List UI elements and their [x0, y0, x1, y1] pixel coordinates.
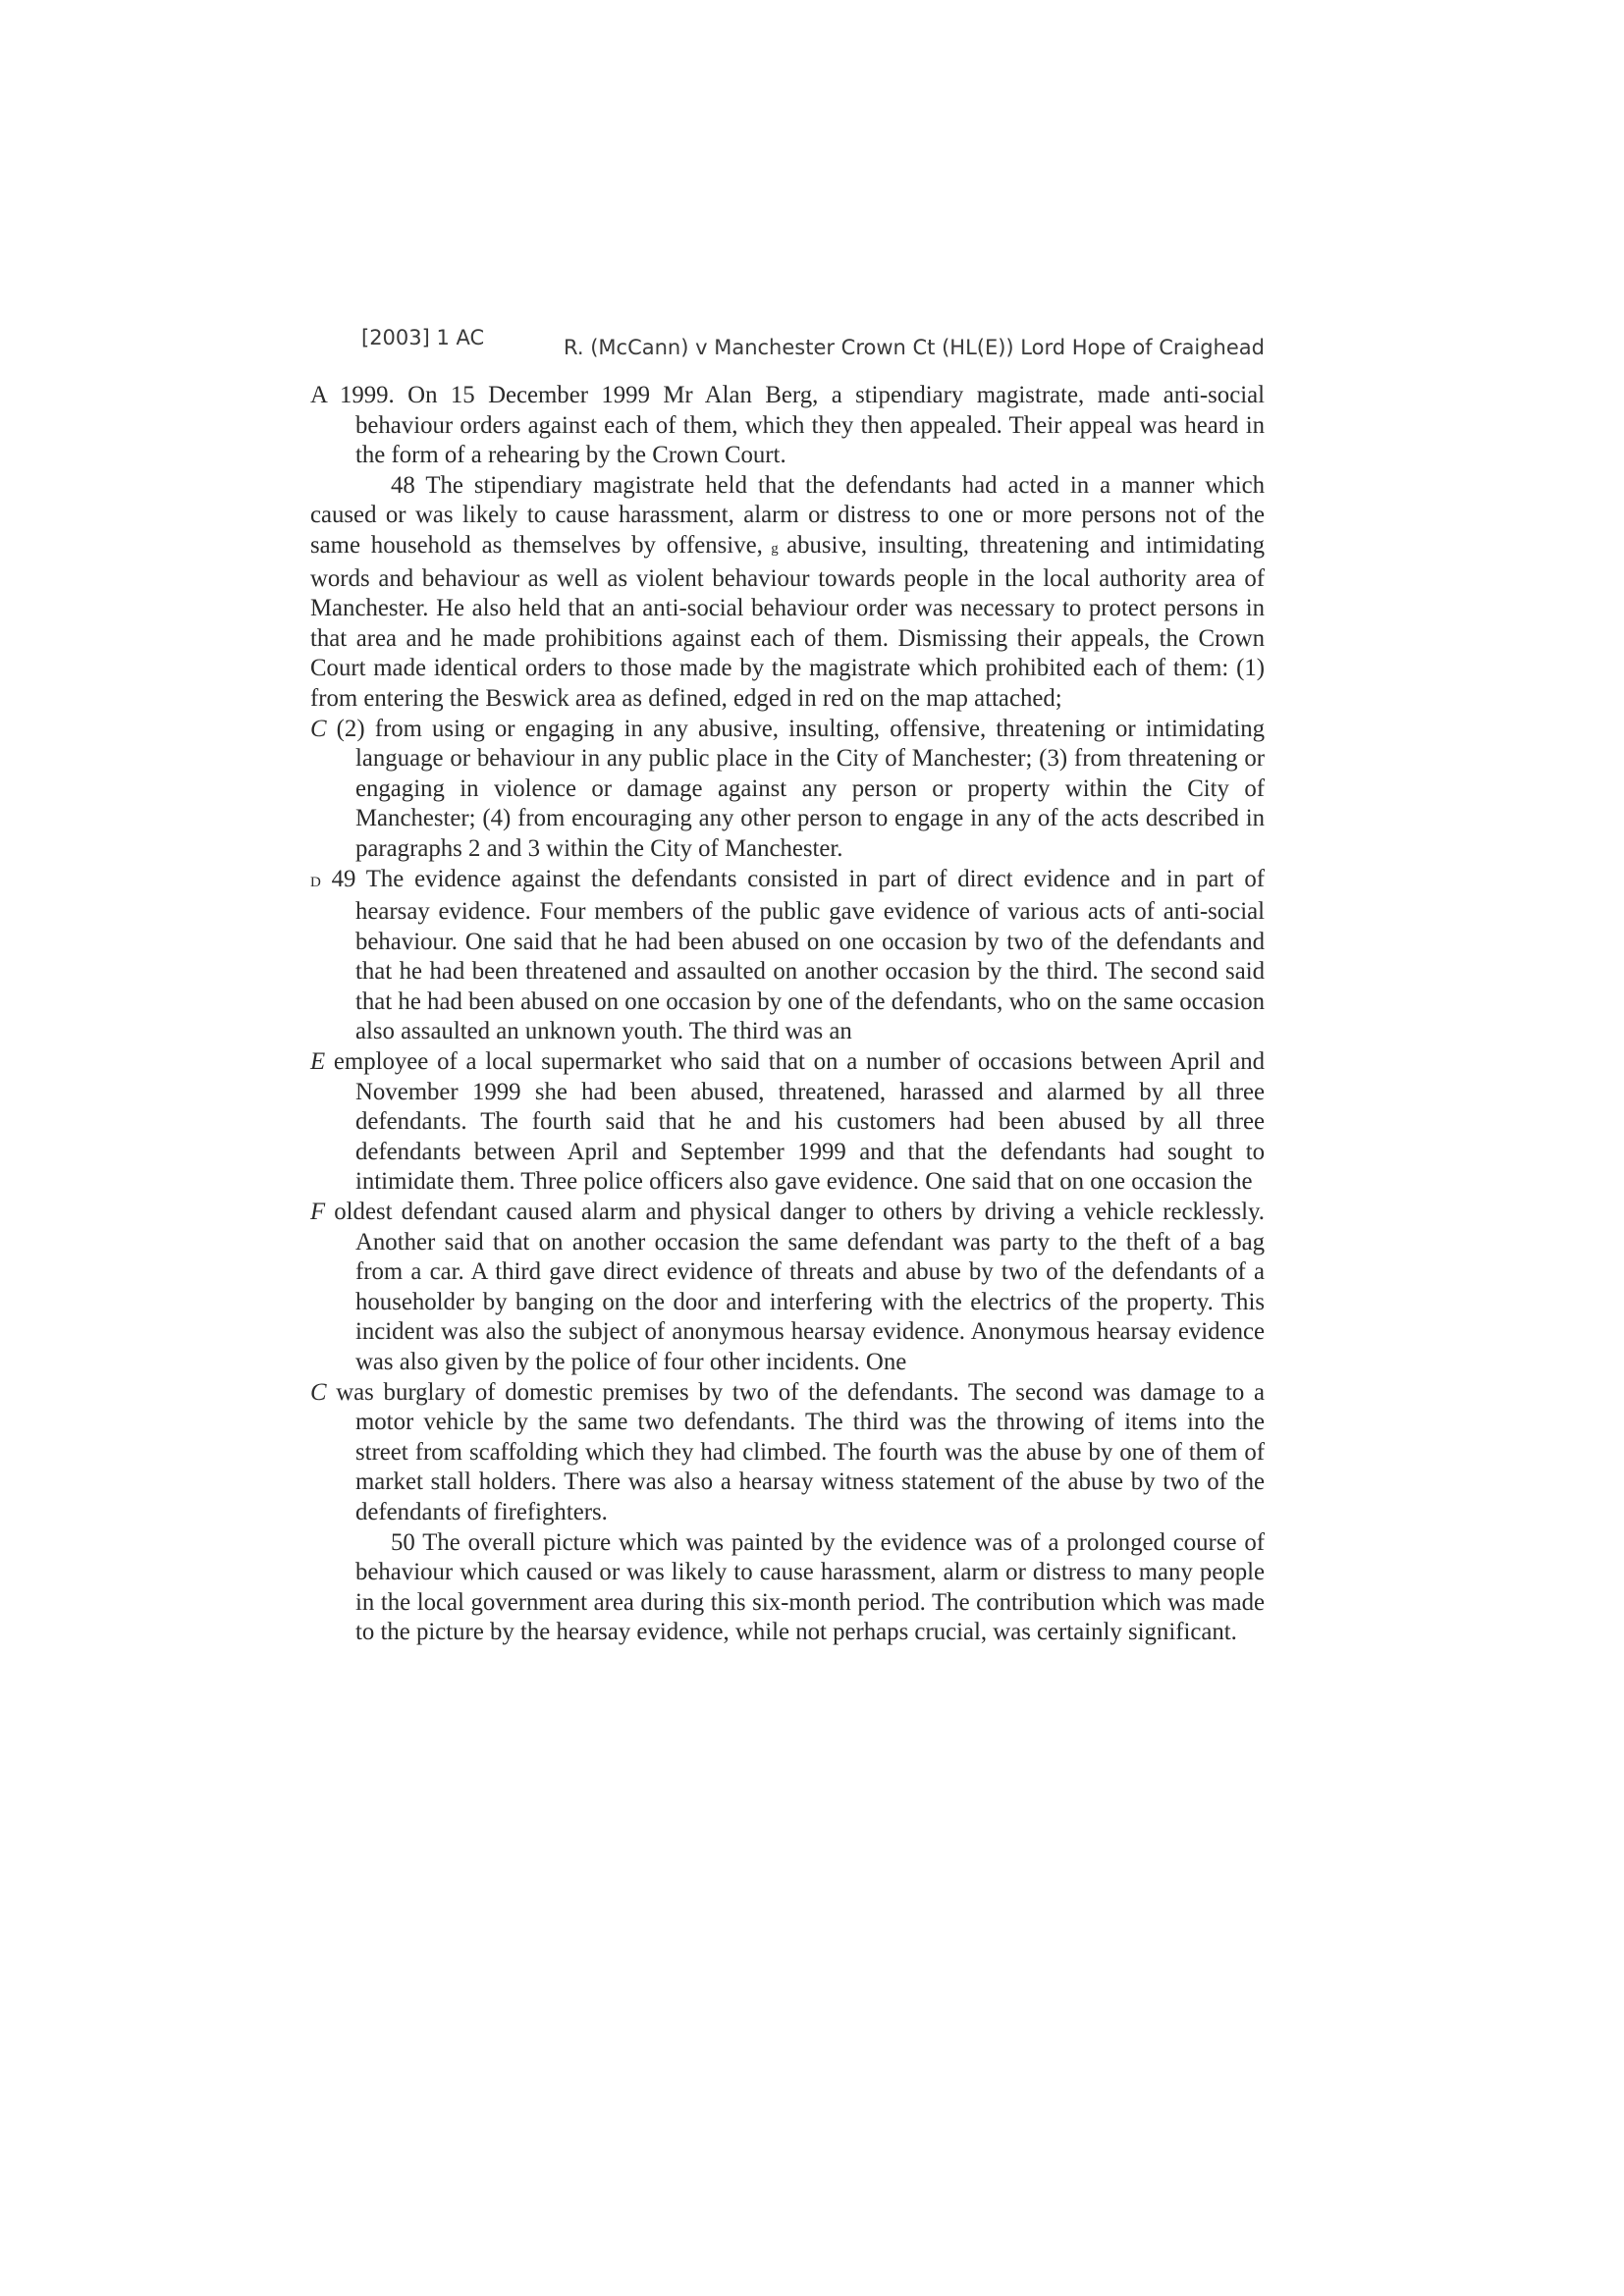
paragraph-intro-text: 1999. On 15 December 1999 Mr Alan Berg, a stipendiary magistrate, made anti-social behaviour orders against each of them, which they then appealed. Their appeal was heard in the form of a rehearing by the Crown Court.	[326, 382, 1265, 469]
running-title: R. (McCann) v Manchester Crown Ct (HL(E)) Lord Hope of Craighead	[564, 336, 1265, 359]
margin-letter-a: A	[310, 382, 327, 408]
margin-letter-d: D	[310, 874, 321, 890]
page-header	[361, 326, 1265, 365]
paragraph-49-text: 49 The evidence against the defendants consisted in part of direct evidence and in part of hearsay evidence. Four members of the public gave evidence of various acts of anti-social behaviour. One said that he had been abused on one occasion by two of the defendants and that he had been threatened and assaulted on another occasion by the third. The second said that he had been abused on one occasion by one of the defendants, who on the same occasion also assaulted an unknown youth. The third was an	[320, 865, 1265, 1045]
paragraph-49	[310, 865, 1265, 1048]
margin-letter-c-second: C	[310, 1378, 327, 1406]
margin-letter-f: F	[310, 1199, 326, 1226]
paragraph-48-text: 48 The stipendiary magistrate held that the defendants had acted in a manner which caused or was likely to cause harassment, alarm or distress to one or more persons not of the same household as themselves by offensive,	[310, 471, 1265, 559]
report-citation: [2003] 1 AC	[361, 326, 485, 349]
paragraph-intro	[310, 381, 1265, 471]
paragraph-49-part-f	[310, 1198, 1265, 1378]
paragraph-50	[310, 1528, 1265, 1648]
judgment-text	[310, 381, 1265, 1648]
paragraph-49-part-e	[310, 1047, 1265, 1198]
paragraph-48-continued: abusive, insulting, threatening and intimidating words and behaviour as well as violent behaviour towards people in the local authority area of Manchester. He also held that an anti-social behaviour order was necessary to protect persons in that area and he made prohibitions against each of them. Dismissing their appeals, the Crown Court made identical orders to those made by the magistrate which prohibited each of them: (1) from entering the Beswick area as defined, edged in red on the map attached;	[310, 531, 1266, 712]
paragraph-50-text: 50 The overall picture which was painted by the evidence was of a prolonged course of behaviour which caused or was likely to cause harassment, alarm or distress to many people in the local government area during this six-month period. The contribution which was made to the picture by the hearsay evidence, while not perhaps crucial, was certainly significant.	[355, 1528, 1265, 1646]
paragraph-49-part-g-text: was burglary of domestic premises by two of the defendants. The second was damage to a motor vehicle by the same two defendants. The third was the throwing of items into the street from scaffolding which they had climbed. The fourth was the abuse by one of them of market stall holders. There was also a hearsay witness statement of the abuse by two of the defendants of firefighters.	[326, 1378, 1265, 1525]
paragraph-49-part-g	[310, 1378, 1265, 1528]
margin-letter-b: g	[762, 540, 787, 557]
margin-letter-e: E	[310, 1048, 326, 1076]
margin-letter-c: C	[310, 715, 327, 742]
paragraph-49-part-f-text: oldest defendant caused alarm and physical danger to others by driving a vehicle recklessly. Another said that on another occasion the same defendant was party to the theft of a bag from a car. A third gave direct evidence of threats and abuse by two of the defendants of a householder by banging on the door and interfering with the electrics of the property. This incident was also the subject of anonymous hearsay evidence. Anonymous hearsay evidence was also given by the police of four other incidents. One	[325, 1199, 1265, 1375]
paragraph-48-orders-text: (2) from using or engaging in any abusive, insulting, offensive, threatening or intimidating language or behaviour in any public place in the City of Manchester; (3) from threatening or engaging in violence or damage against any person or property within the City of Manchester; (4) from encouraging any other person to engage in any of the acts described in paragraphs 2 and 3 within the City of Manchester.	[326, 715, 1265, 862]
paragraph-48-orders	[310, 715, 1265, 865]
paragraph-49-part-e-text: employee of a local supermarket who said that on a number of occasions between April and November 1999 she had been abused, threatened, harassed and alarmed by all three defendants. The fourth said that he and his customers had been abused by all three defendants between April and September 1999 and that the defendants had sought to intimidate them. Three police officers also gave evidence. One said that on one occasion the	[325, 1048, 1265, 1196]
paragraph-48	[310, 471, 1265, 715]
